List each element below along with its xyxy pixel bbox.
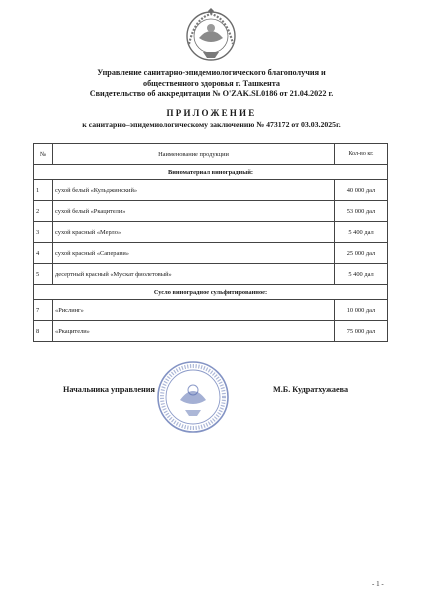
issuer-header (30, 68, 393, 100)
table-row (34, 201, 388, 222)
row-name: «Рислинг» (53, 300, 335, 321)
header-num: № (34, 144, 53, 165)
annex-subtitle: к санитарно–эпидемиологическому заключению № 473172 от 03.03.2025г. (82, 120, 341, 129)
table-row (34, 222, 388, 243)
section-title: Сусло виноградное сульфитированное: (34, 285, 388, 300)
issuer-line-2: общественного здоровья г. Ташкента (142, 78, 280, 88)
row-num: 8 (34, 321, 53, 342)
section-row (34, 165, 388, 180)
row-name: сухой красный «Саперави» (53, 243, 335, 264)
row-name: десертный красный «Мускат фиолетовый» (53, 264, 335, 285)
page-number: - 1 - (372, 580, 384, 588)
annex-title: ПРИЛОЖЕНИЕ (166, 108, 257, 118)
table-header-row (34, 144, 388, 165)
row-num: 4 (34, 243, 53, 264)
issuer-line-1: Управление санитарно-эпидемиологического благополучия и (97, 68, 326, 77)
section-row (34, 285, 388, 300)
row-name: «Ркацители» (53, 321, 335, 342)
section-title: Виноматериал виноградный: (34, 165, 388, 180)
products-table (33, 143, 388, 342)
table-row (34, 321, 388, 342)
row-num: 2 (34, 201, 53, 222)
row-num: 3 (34, 222, 53, 243)
row-name: сухой красный «Мерло» (53, 222, 335, 243)
row-name: сухой белый «Ркацители» (53, 201, 335, 222)
header-qty: Кол-во кг. (335, 144, 388, 165)
row-name: сухой белый «Кульджинский» (53, 180, 335, 201)
table-row (34, 180, 388, 201)
table-row (34, 243, 388, 264)
row-qty: 40 000 дал (335, 180, 388, 201)
official-seal-icon (156, 360, 230, 434)
row-num: 5 (34, 264, 53, 285)
row-qty: 10 000 дал (335, 300, 388, 321)
signatory-title: Начальника управления (63, 385, 155, 394)
header-name: Наименование продукции (53, 144, 335, 165)
table-row (34, 264, 388, 285)
signatory-name: М.Б. Кудратхужаева (273, 385, 349, 394)
row-qty: 75 000 дал (335, 321, 388, 342)
accreditation-line: Свидетельство об аккредитации № O'ZAK.SL0186 от 21.04.2022 г. (89, 89, 334, 98)
table-row (34, 300, 388, 321)
row-qty: 5 400 дал (335, 222, 388, 243)
row-num: 7 (34, 300, 53, 321)
row-qty: 25 000 дал (335, 243, 388, 264)
state-emblem-icon (181, 8, 241, 64)
row-qty: 53 000 дал (335, 201, 388, 222)
row-qty: 5 400 дал (335, 264, 388, 285)
row-num: 1 (34, 180, 53, 201)
